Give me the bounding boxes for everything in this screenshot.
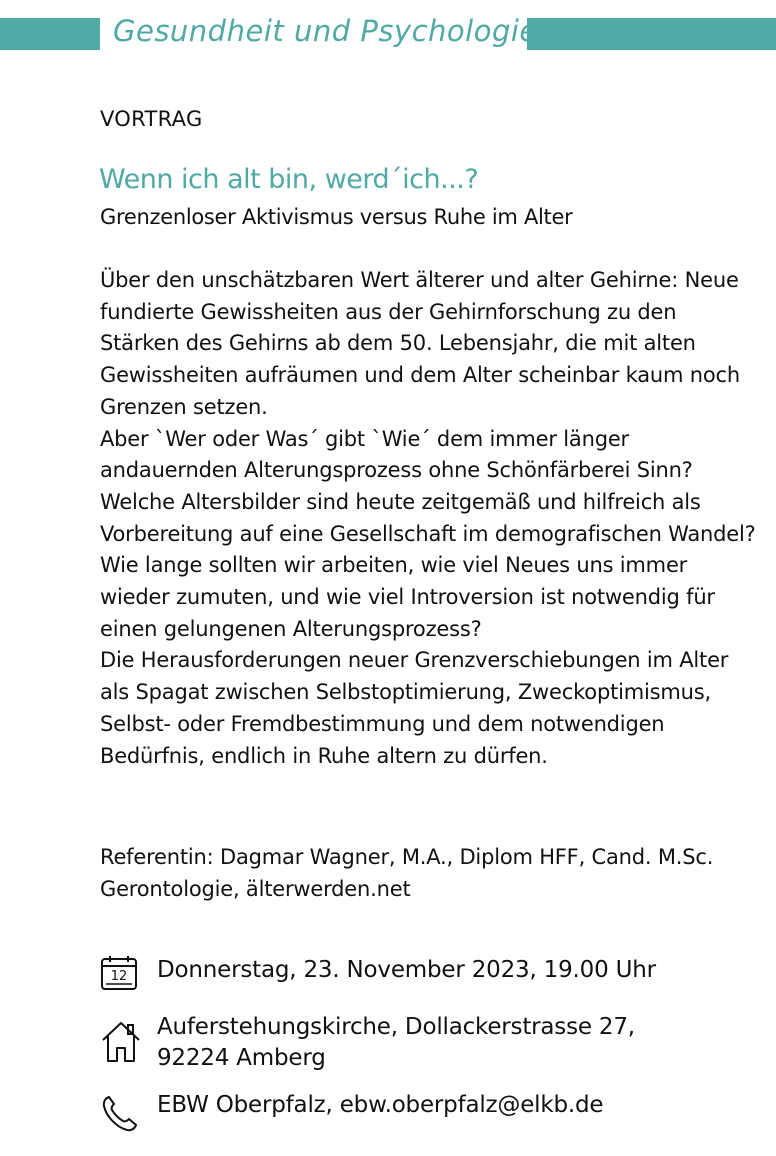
header-band-right	[527, 18, 776, 50]
event-date: Donnerstag, 23. November 2023, 19.00 Uhr	[157, 957, 656, 983]
event-subtitle: Grenzenloser Aktivismus versus Ruhe im Alter	[100, 205, 573, 229]
place-line-2: 92224 Amberg	[157, 1045, 326, 1071]
phone-icon	[100, 1094, 140, 1134]
contact-info[interactable]: EBW Oberpfalz, ebw.oberpfalz@elkb.de	[157, 1092, 604, 1118]
house-icon	[100, 1020, 140, 1060]
place-line-1: Auferstehungskirche, Dollackerstrasse 27,	[157, 1014, 635, 1040]
event-type: VORTRAG	[100, 107, 203, 131]
calendar-icon	[100, 955, 140, 995]
description-paragraph: Aber `Wer oder Was´ gibt `Wie´ dem immer länger andauernden Alterungsprozess ohne Schönfärberei Sinn?	[100, 426, 693, 483]
description-paragraph: Wie lange sollten wir arbeiten, wie viel Neues uns immer wieder zumuten, und wie viel Introversion ist notwendig für einen gelungenen Alterungsprozess?	[100, 553, 715, 641]
contact-row	[100, 1090, 760, 1130]
description-paragraph: Welche Altersbilder sind heute zeitgemäß und hilfreich als Vorbereitung auf eine Gesellschaft im demografischen Wandel?	[100, 489, 756, 546]
date-row	[100, 955, 760, 995]
speaker-info: Referentin: Dagmar Wagner, M.A., Diplom HFF, Cand. M.Sc. Gerontologie, älterwerden.net	[100, 845, 714, 901]
place-row	[100, 1012, 760, 1078]
description-paragraph: Über den unschätzbaren Wert älterer und alter Gehirne: Neue fundierte Gewissheiten aus der Gehirnforschung zu den Stärken des Gehirns ab dem 50. Lebensjahr, die mit alten Gewissheiten aufräumen und dem Alter scheinbar kaum noch Grenzen setzen.	[100, 268, 740, 419]
event-place	[157, 1012, 635, 1074]
header-band-left	[0, 18, 100, 50]
section-title: Gesundheit und Psychologie	[113, 14, 538, 48]
event-description	[100, 265, 760, 772]
event-title: Wenn ich alt bin, werd´ich...?	[99, 164, 479, 195]
description-paragraph: Die Herausforderungen neuer Grenzverschiebungen im Alter als Spagat zwischen Selbstoptimierung, Zweckoptimismus, Selbst- oder Fremdbestimmung und dem notwendigen Bedürfnis, endlich in Ruhe altern zu dürfen.	[100, 648, 729, 768]
calendar-day: 12	[110, 969, 128, 984]
